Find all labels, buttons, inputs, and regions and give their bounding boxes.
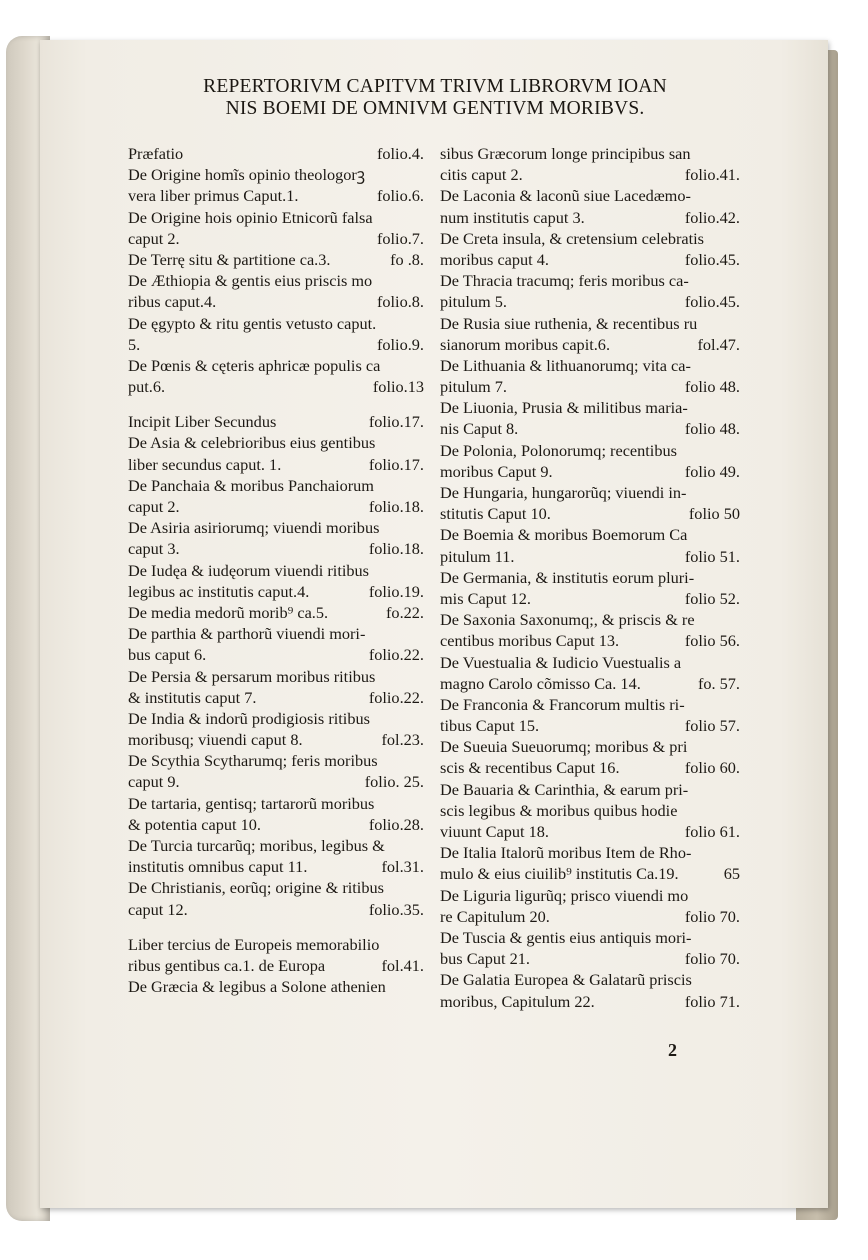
toc-entry (440, 185, 740, 227)
toc-line (440, 291, 740, 312)
folio-reference: folio.6. (376, 186, 424, 206)
toc-line-text: nis Caput 8. (440, 419, 519, 439)
toc-line (440, 906, 740, 927)
toc-line (440, 376, 740, 397)
toc-entry (128, 164, 424, 206)
toc-line-text: sianorum moribus capit.6. (440, 334, 611, 354)
folio-reference: folio 49. (684, 461, 740, 481)
toc-line-text: De Creta insula, & cretensium celebratis (440, 228, 705, 248)
toc-line-text: moribusq; viuendi caput 8. (128, 730, 303, 750)
toc-line-text: caput 9. (128, 772, 180, 792)
toc-line (440, 228, 740, 249)
toc-line-text: tibus Caput 15. (440, 716, 540, 736)
toc-entry (128, 750, 424, 792)
toc-line (128, 729, 424, 750)
toc-line (128, 750, 424, 771)
toc-entry (128, 249, 424, 270)
toc-line-text: De India & indorũ prodigiosis ritibus (128, 708, 370, 728)
toc-line-text: De Asia & celebrioribus eius gentibus (128, 433, 376, 453)
toc-line-text: De Christianis, eorũq; origine & ritibus (128, 878, 384, 898)
toc-line-text: bus Caput 21. (440, 949, 531, 969)
toc-line (128, 771, 424, 792)
toc-line (128, 454, 424, 475)
toc-line (440, 503, 740, 524)
toc-line (128, 538, 424, 559)
toc-line-text: caput 2. (128, 228, 180, 248)
folio-reference: folio.42. (684, 207, 740, 227)
toc-entry (440, 969, 740, 1011)
folio-reference: folio.35. (368, 899, 424, 919)
toc-line-text: De Franconia & Francorum multis ri- (440, 694, 685, 714)
folio-reference: folio.41. (684, 165, 740, 185)
toc-line (440, 440, 740, 461)
folio-reference: folio 56. (684, 631, 740, 651)
toc-line (440, 482, 740, 503)
toc-entry (128, 355, 424, 397)
heading-line-1: REPERTORIVM CAPITVM TRIVM LIBRORVM IOAN (203, 76, 667, 97)
toc-line (440, 630, 740, 651)
folio-reference: folio.45. (684, 249, 740, 269)
toc-line (440, 757, 740, 778)
folio-reference: folio.45. (684, 292, 740, 312)
toc-line (440, 800, 740, 821)
toc-line (440, 567, 740, 588)
toc-line-text: De Polonia, Polonorumq; recentibus (440, 440, 677, 460)
toc-line (128, 581, 424, 602)
toc-entry (440, 694, 740, 736)
folio-reference: folio.7. (376, 228, 424, 248)
toc-line (440, 842, 740, 863)
toc-entry (440, 313, 740, 355)
toc-line (440, 948, 740, 969)
folio-reference: folio.8. (376, 292, 424, 312)
toc-entry (128, 475, 424, 517)
toc-line-text: De Turcia turcarũq; moribus, legibus & (128, 836, 385, 855)
toc-line (128, 856, 424, 877)
toc-line (440, 991, 740, 1012)
toc-line (128, 644, 424, 665)
toc-line-text: De Thracia tracumq; feris moribus ca- (440, 271, 689, 291)
folio-reference: fo. 57. (697, 673, 740, 693)
toc-line (128, 355, 424, 376)
folio-reference: fol.47. (697, 334, 740, 354)
toc-entry (128, 793, 424, 835)
folio-reference: folio 48. (684, 419, 740, 439)
folio-reference: folio.17. (368, 454, 424, 474)
folio-reference: folio 50 (688, 504, 740, 524)
toc-line (128, 560, 424, 581)
toc-line (128, 291, 424, 312)
folio-reference: fol.31. (381, 857, 424, 877)
toc-line-text: caput 12. (128, 899, 188, 919)
folio-reference: folio.18. (368, 539, 424, 559)
toc-entry (440, 736, 740, 778)
toc-line-text: citis caput 2. (440, 165, 523, 185)
toc-line-text: 5. (128, 334, 141, 354)
toc-line-text: De Æthiopia & gentis eius priscis mo (128, 271, 373, 291)
folio-reference: folio.22. (368, 645, 424, 665)
toc-line-text: De Italia Italorũ moribus Item de Rho- (440, 843, 692, 863)
toc-line (440, 715, 740, 736)
toc-line (440, 927, 740, 948)
folio-reference: folio 48. (684, 377, 740, 397)
toc-line-text: moribus caput 4. (440, 249, 549, 269)
toc-entry (440, 927, 740, 969)
toc-line (440, 694, 740, 715)
toc-line-text: De ęgypto & ritu gentis vetusto caput. (128, 313, 377, 333)
toc-line-text: De Lithuania & lithuanorumq; vita ca- (440, 355, 691, 375)
toc-line (440, 313, 740, 334)
toc-line (128, 313, 424, 334)
toc-line (128, 602, 424, 623)
toc-line-text: & institutis caput 7. (128, 687, 257, 707)
signature-mark: 2 (668, 1040, 677, 1060)
toc-entry (128, 666, 424, 708)
toc-line-text: De Origine homĩs opinio theologorꝫ (128, 165, 366, 185)
toc-line (128, 475, 424, 496)
folio-reference: folio 60. (684, 758, 740, 778)
toc-line-text: De Iudęa & iudęorum viuendi ritibus (128, 560, 369, 580)
toc-line-text: mulo & eius ciuilib⁹ institutis Ca.19. (440, 864, 679, 884)
toc-line (440, 673, 740, 694)
toc-entry (128, 432, 424, 474)
toc-line (440, 355, 740, 376)
toc-entry (128, 313, 424, 355)
toc-line (128, 411, 424, 432)
toc-line-text: bus caput 6. (128, 645, 207, 665)
toc-line-text: De Origine hois opinio Etnicorũ falsa (128, 207, 373, 227)
toc-line (128, 376, 424, 397)
toc-line-text: num institutis caput 3. (440, 207, 585, 227)
folio-reference: 65 (723, 864, 740, 884)
toc-line (440, 249, 740, 270)
folio-reference: fo.22. (386, 602, 424, 622)
toc-entry (128, 976, 424, 997)
toc-line-text: De Saxonia Saxonumq;, & priscis & re (440, 610, 695, 630)
toc-line (440, 397, 740, 418)
page-heading (150, 76, 720, 120)
folio-reference: folio 52. (684, 588, 740, 608)
toc-line-text: ribus caput.4. (128, 292, 217, 312)
folio-reference: folio. 25. (364, 772, 424, 792)
toc-entry (128, 877, 424, 919)
folio-reference: folio.22. (368, 687, 424, 707)
toc-entry (440, 440, 740, 482)
toc-line (128, 432, 424, 453)
toc-line (128, 793, 424, 814)
toc-line (128, 934, 424, 955)
toc-line (128, 164, 424, 185)
toc-line (128, 814, 424, 835)
toc-line-text: De Rusia siue ruthenia, & recentibus ru (440, 313, 698, 333)
toc-entry (440, 355, 740, 397)
toc-line-text: sibus Græcorum longe principibus san (440, 144, 691, 163)
toc-line-text: De Terrę situ & partitione ca.3. (128, 249, 331, 269)
toc-line-text: De Pœnis & cęteris aphricæ populis ca (128, 355, 381, 375)
toc-line-text: pitulum 7. (440, 377, 507, 397)
toc-line-text: De Boemia & moribus Boemorum Ca (440, 525, 688, 545)
heading-line-2: NIS BOEMI DE OMNIVM GENTIVM MORIBVS. (225, 98, 645, 119)
toc-line-text: Liber tercius de Europeis memorabilio (128, 934, 380, 954)
toc-line (440, 334, 740, 355)
toc-line (440, 207, 740, 228)
right-column (440, 143, 740, 1012)
toc-line (440, 546, 740, 567)
toc-entry (440, 885, 740, 927)
toc-line-text: institutis omnibus caput 11. (128, 857, 308, 877)
toc-line-text: pitulum 11. (440, 546, 515, 566)
toc-entry (128, 560, 424, 602)
toc-line-text: De media medorũ morib⁹ ca.5. (128, 602, 329, 622)
toc-line (440, 143, 740, 164)
toc-line-text: De Persia & persarum moribus ritibus (128, 666, 376, 686)
toc-line (440, 779, 740, 800)
toc-line (128, 270, 424, 291)
toc-line-text: De parthia & parthorũ viuendi mori- (128, 624, 366, 644)
folio-reference: folio 71. (684, 991, 740, 1011)
toc-line (440, 270, 740, 291)
toc-line-text: re Capitulum 20. (440, 906, 550, 926)
toc-line (128, 249, 424, 270)
toc-line (128, 228, 424, 249)
toc-line (440, 736, 740, 757)
folio-reference: fol.41. (381, 955, 424, 975)
left-column (128, 143, 424, 997)
toc-entry (440, 482, 740, 524)
folio-reference: fol.23. (381, 730, 424, 750)
toc-line-text: ribus gentibus ca.1. de Europa (128, 955, 326, 975)
toc-line-text: De Panchaia & moribus Panchaiorum (128, 475, 374, 495)
toc-line (128, 687, 424, 708)
toc-entry (440, 842, 740, 884)
toc-line-text: De Liguria ligurũq; prisco viuendi mo (440, 885, 689, 905)
folio-reference: folio 70. (684, 906, 740, 926)
toc-line-text: vera liber primus Caput.1. (128, 186, 299, 206)
toc-line (128, 143, 424, 164)
toc-line (440, 418, 740, 439)
folio-reference: folio 61. (684, 822, 740, 841)
toc-entry (128, 411, 424, 432)
toc-line-text: stitutis Caput 10. (440, 504, 551, 524)
toc-line-text: mis Caput 12. (440, 588, 531, 608)
toc-line-text: De tartaria, gentisq; tartarorũ moribus (128, 793, 375, 813)
folio-reference: folio.19. (368, 581, 424, 601)
toc-entry (440, 652, 740, 694)
toc-line (128, 207, 424, 228)
toc-entry (440, 228, 740, 270)
toc-entry (440, 609, 740, 651)
toc-line-text: pitulum 5. (440, 292, 507, 312)
toc-line-text: scis legibus & moribus quibus hodie (440, 800, 678, 820)
toc-entry (440, 143, 740, 185)
folio-reference: folio.4. (376, 144, 424, 163)
toc-line-text: viuunt Caput 18. (440, 822, 549, 841)
toc-entry (128, 934, 424, 976)
toc-line (440, 863, 740, 884)
toc-line (440, 588, 740, 609)
folio-reference: folio.28. (368, 814, 424, 834)
toc-line (440, 609, 740, 630)
toc-line (128, 899, 424, 920)
toc-line (128, 955, 424, 976)
toc-entry (440, 270, 740, 312)
toc-entry (128, 835, 424, 877)
toc-line-text: legibus ac institutis caput.4. (128, 581, 310, 601)
toc-line (128, 708, 424, 729)
toc-line-text: centibus moribus Caput 13. (440, 631, 620, 651)
folio-reference: folio 57. (684, 716, 740, 736)
toc-line-text: De Tuscia & gentis eius antiquis mori- (440, 927, 692, 947)
toc-line-text: De Scythia Scytharumq; feris moribus (128, 751, 378, 771)
toc-line (440, 461, 740, 482)
toc-entry (128, 708, 424, 750)
toc-line-text: De Galatia Europea & Galatarũ priscis (440, 970, 692, 990)
toc-line-text: magno Carolo cõmisso Ca. 14. (440, 673, 641, 693)
toc-line (128, 623, 424, 644)
toc-line (128, 976, 424, 997)
toc-entry (128, 143, 424, 164)
folio-reference: folio.9. (376, 334, 424, 354)
toc-line (440, 164, 740, 185)
toc-line-text: scis & recentibus Caput 16. (440, 758, 620, 778)
toc-line (440, 652, 740, 673)
folio-reference: fo .8. (390, 249, 424, 269)
toc-line-text: De Asiria asiriorumq; viuendi moribus (128, 518, 380, 538)
toc-line-text: De Bauaria & Carinthia, & earum pri- (440, 779, 689, 799)
folio-reference: folio 51. (684, 546, 740, 566)
toc-line (128, 185, 424, 206)
toc-line-text: moribus, Capitulum 22. (440, 991, 595, 1011)
toc-line (128, 517, 424, 538)
toc-line-text: liber secundus caput. 1. (128, 454, 282, 474)
toc-line (128, 334, 424, 355)
toc-line-text: Incipit Liber Secundus (128, 412, 277, 432)
toc-entry (440, 779, 740, 843)
folio-reference: folio.13 (372, 377, 424, 397)
toc-line-text: caput 2. (128, 497, 180, 516)
toc-line-text: De Sueuia Sueuorumq; moribus & pri (440, 737, 688, 757)
toc-line-text: moribus Caput 9. (440, 461, 553, 481)
toc-line-text: De Liuonia, Prusia & militibus maria- (440, 398, 688, 418)
toc-line (440, 969, 740, 990)
toc-line (440, 185, 740, 206)
toc-line-text: & potentia caput 10. (128, 814, 261, 834)
toc-entry (440, 397, 740, 439)
toc-entry (128, 602, 424, 623)
toc-line (128, 496, 424, 517)
toc-line-text: De Laconia & laconũ siue Lacedæmo- (440, 186, 691, 206)
toc-line (440, 524, 740, 545)
toc-entry (128, 270, 424, 312)
toc-entry (128, 517, 424, 559)
toc-entry (128, 207, 424, 249)
folio-reference: folio 70. (684, 949, 740, 969)
toc-entry (128, 623, 424, 665)
toc-entry (440, 567, 740, 609)
toc-line-text: put.6. (128, 377, 166, 397)
toc-line-text: caput 3. (128, 539, 180, 559)
toc-line (128, 666, 424, 687)
folio-reference: folio.17. (368, 412, 424, 432)
toc-line-text: De Vuestualia & Iudicio Vuestualis a (440, 652, 682, 672)
toc-line-text: Præfatio (128, 144, 184, 163)
toc-entry (440, 524, 740, 566)
toc-line (128, 877, 424, 898)
toc-line-text: De Hungaria, hungarorũq; viuendi in- (440, 483, 687, 502)
toc-line (440, 885, 740, 906)
toc-line (440, 821, 740, 842)
folio-reference: folio.18. (368, 497, 424, 516)
toc-line-text: De Græcia & legibus a Solone athenien (128, 977, 386, 997)
toc-line (128, 835, 424, 856)
toc-line-text: De Germania, & institutis eorum pluri- (440, 567, 695, 587)
